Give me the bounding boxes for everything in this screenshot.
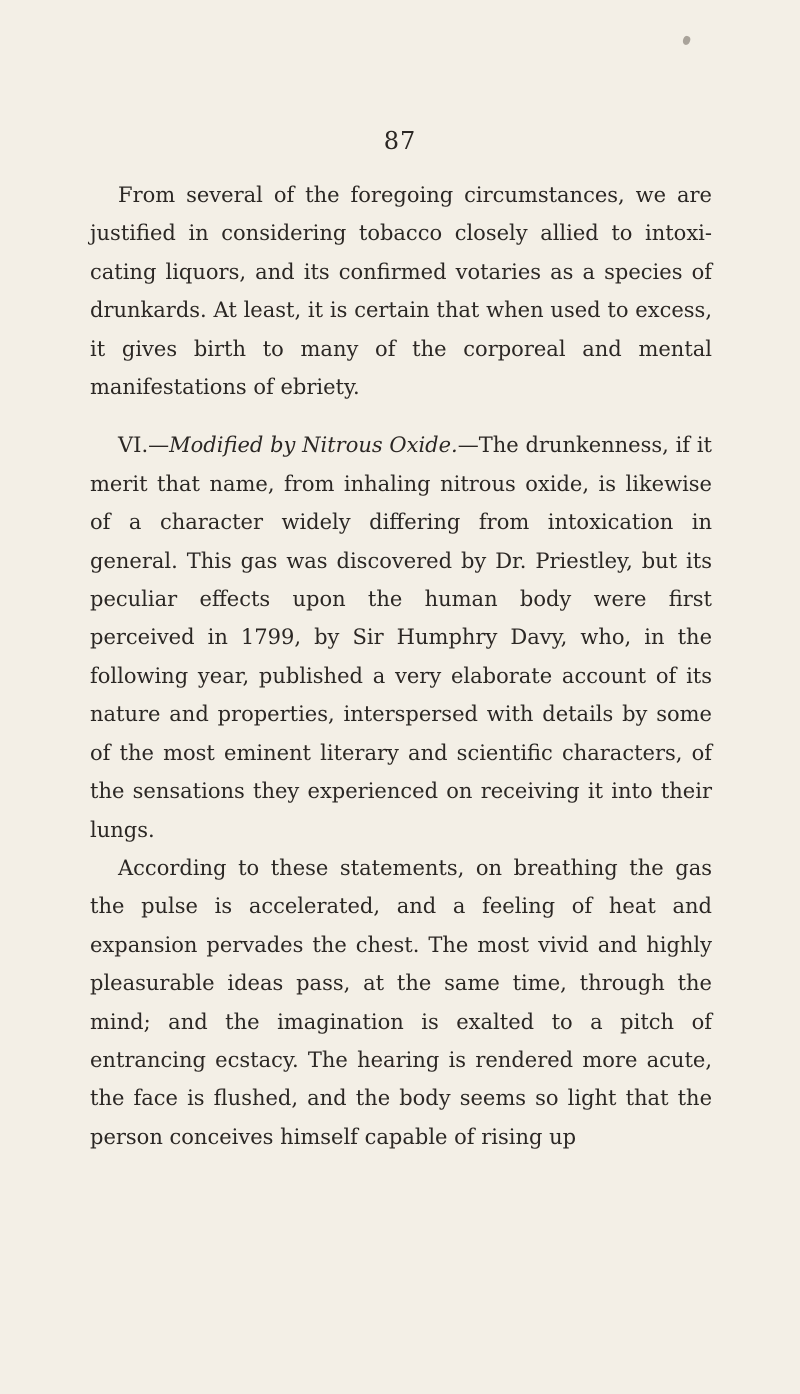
paragraph-nitrous-oxide-text: —The drunkenness, if it merit that name, from inhaling nitrous oxide, is likewise of a character widely differing from intoxication in general. This gas was discovered by Dr. Priestley, but its peculiar effects upon the human body were first perceived in 1799, by Sir Humphry Davy, who, in the following year, published a very elaborate account of its nature and properties, interspersed with details by some of the most eminent literary and scientific characters, of the sensations they experienced on receiving it into their lungs. (90, 433, 712, 842)
page-number: 87 (383, 127, 417, 155)
paragraph-effects: According to these statements, on breathing the gas the pulse is accelerated, and a feeling of heat and expansion pervades the chest. The most vivid and highly pleasurable ideas pass, at the same time, through the mind; and the imagination is exalted to a pitch of entrancing ecstacy. The hearing is rendered more acute, the face is flushed, and the body seems so light that the person conceives himself capable of rising up (90, 855, 712, 1149)
paragraph-tobacco: From several of the foregoing circumstances, we are justified in considering tobacco closely allied to intoxicating liquors, and its confirmed votaries as a species of drunkards. At least, it is certain that when used to excess, it gives birth to many of the corporeal and mental manifestations of ebriety. (90, 183, 712, 400)
section-number: VI.— (118, 433, 170, 458)
body-text (90, 176, 712, 1156)
section-title: Modified by Nitrous Oxide. (169, 433, 458, 458)
ink-mark (682, 35, 692, 46)
paragraph-nitrous-oxide (90, 426, 712, 848)
